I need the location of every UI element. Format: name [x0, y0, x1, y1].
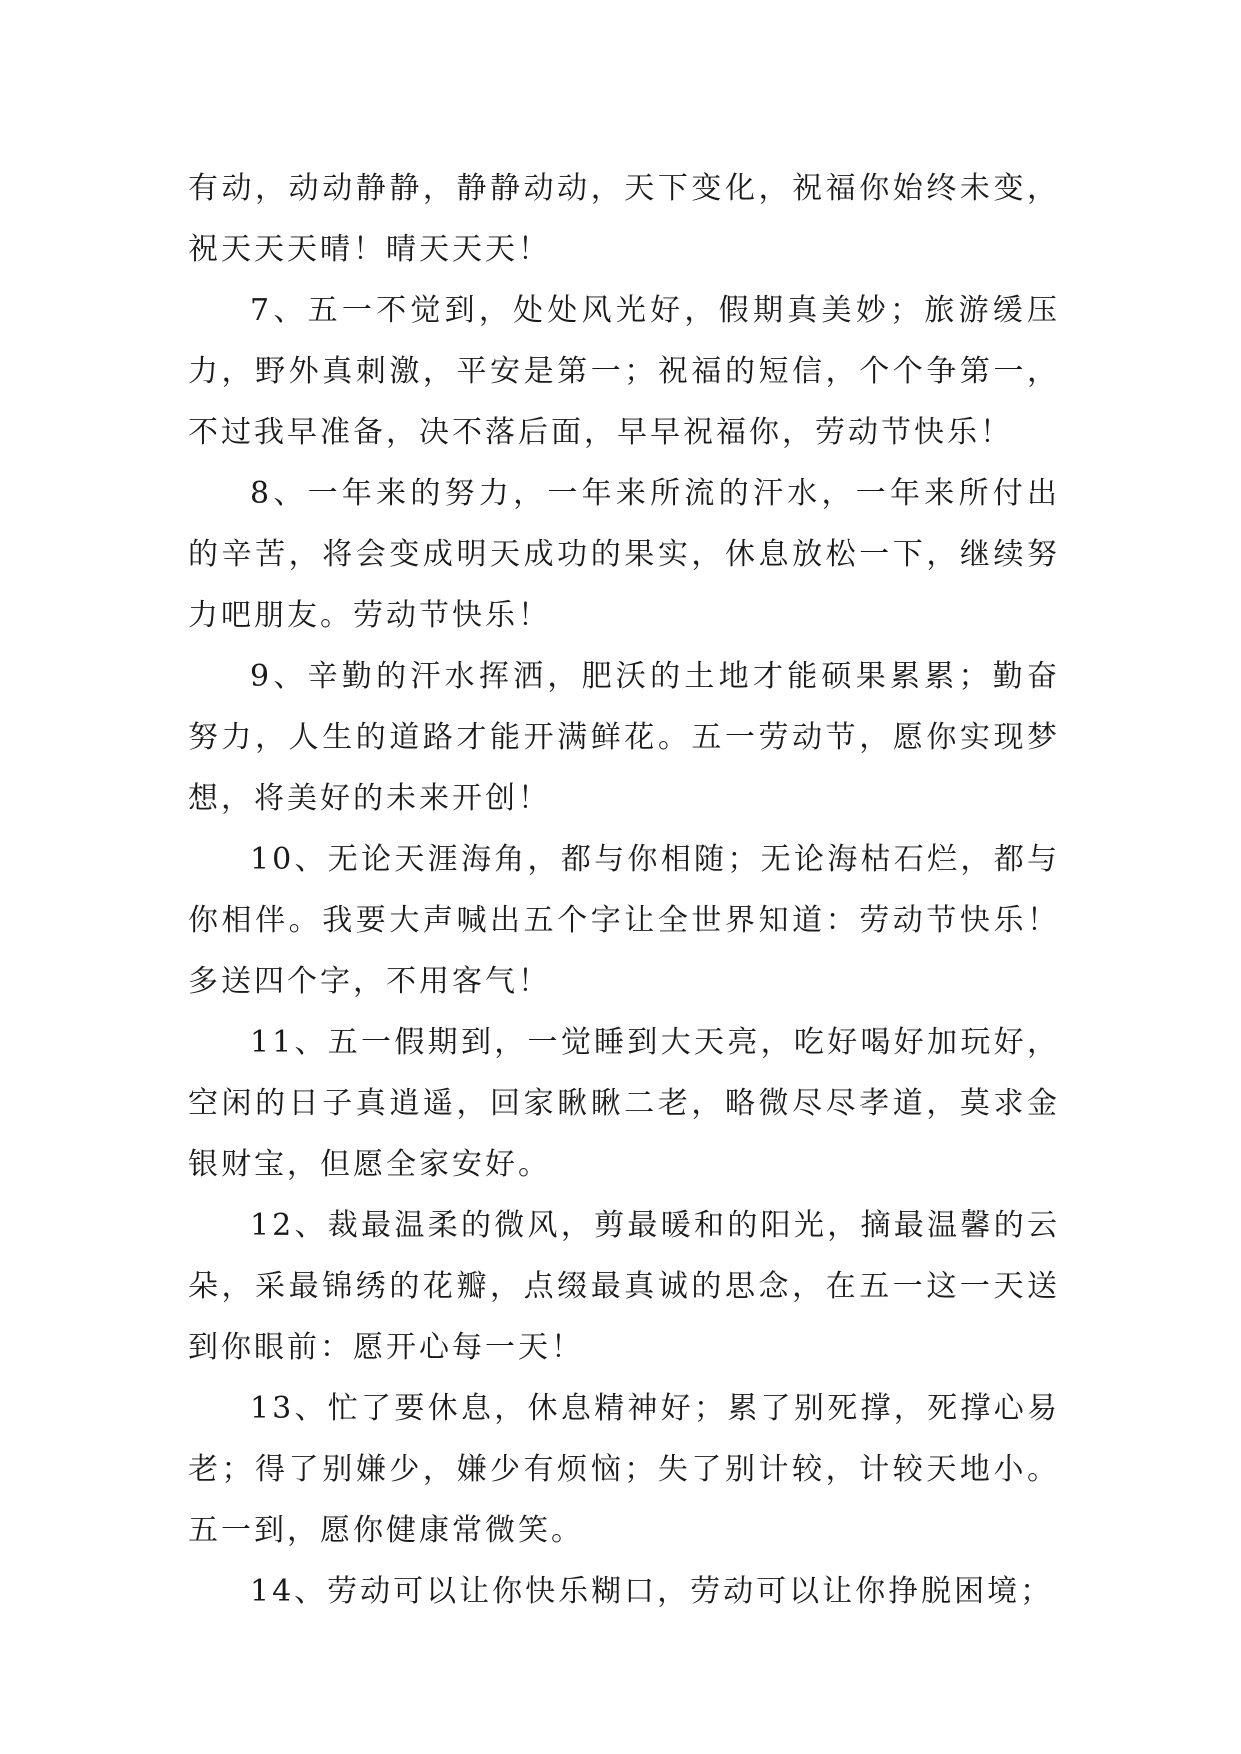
- text-line: 不过我早准备，决不落后面，早早祝福你，劳动节快乐！: [188, 415, 1013, 450]
- text-line: 11、五一假期到，一觉睡到大天亮，吃好喝好加玩好，: [250, 1025, 1060, 1060]
- document-body: [188, 158, 1060, 1622]
- text-line: 五一到，愿你健康常微笑。: [188, 1513, 584, 1548]
- text-line: 多送四个字，不用客气！: [188, 964, 551, 999]
- text-line: 银财宝，但愿全家安好。: [188, 1147, 551, 1182]
- text-line: 你相伴。我要大声喊出五个字让全世界知道：劳动节快乐！: [188, 903, 1060, 938]
- paragraph-item-12: [188, 1195, 1060, 1378]
- text-line: 空闲的日子真逍遥，回家瞅瞅二老，略微尽尽孝道，莫求金: [188, 1086, 1060, 1121]
- text-line: 7、五一不觉到，处处风光好，假期真美妙；旅游缓压: [250, 293, 1060, 328]
- text-line: 到你眼前：愿开心每一天！: [188, 1330, 584, 1365]
- text-line: 14、劳动可以让你快乐糊口，劳动可以让你挣脱困境；: [250, 1574, 1054, 1609]
- text-line: 朵，采最锦绣的花瓣，点缀最真诚的思念，在五一这一天送: [188, 1269, 1060, 1304]
- text-line: 努力，人生的道路才能开满鲜花。五一劳动节，愿你实现梦: [188, 720, 1060, 755]
- text-line: 老；得了别嫌少，嫌少有烦恼；失了别计较，计较天地小。: [188, 1452, 1060, 1487]
- text-line: 想，将美好的未来开创！: [188, 781, 551, 816]
- text-line: 9、辛勤的汗水挥洒，肥沃的土地才能硕果累累；勤奋: [250, 659, 1060, 694]
- text-line: 祝天天天晴！晴天天天！: [188, 232, 551, 267]
- text-line: 有动，动动静静，静静动动，天下变化，祝福你始终未变，: [188, 171, 1060, 206]
- paragraph-continuation: [188, 158, 1060, 280]
- paragraph-item-10: [188, 829, 1060, 1012]
- text-line: 12、裁最温柔的微风，剪最暖和的阳光，摘最温馨的云: [250, 1208, 1060, 1243]
- text-line: 力，野外真刺激，平安是第一；祝福的短信，个个争第一，: [188, 354, 1060, 389]
- text-line: 力吧朋友。劳动节快乐！: [188, 598, 551, 633]
- text-line: 8、一年来的努力，一年来所流的汗水，一年来所付出: [250, 476, 1060, 511]
- text-line: 10、无论天涯海角，都与你相随；无论海枯石烂，都与: [250, 842, 1060, 877]
- paragraph-item-13: [188, 1378, 1060, 1561]
- paragraph-item-7: [188, 280, 1060, 463]
- paragraph-item-8: [188, 463, 1060, 646]
- paragraph-item-11: [188, 1012, 1060, 1195]
- paragraph-item-14: [188, 1561, 1060, 1622]
- paragraph-item-9: [188, 646, 1060, 829]
- text-line: 的辛苦，将会变成明天成功的果实，休息放松一下，继续努: [188, 537, 1060, 572]
- text-line: 13、忙了要休息，休息精神好；累了别死撑，死撑心易: [250, 1391, 1060, 1426]
